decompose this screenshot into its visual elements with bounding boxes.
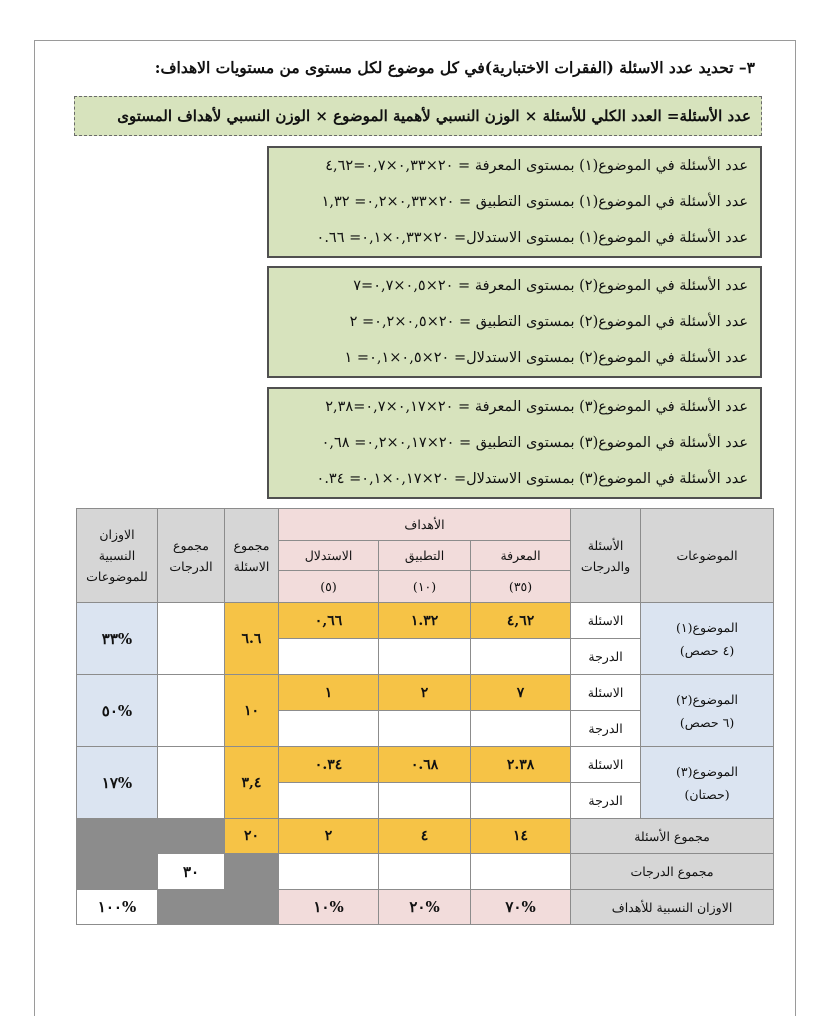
topic-1-weight: %٣٣: [77, 603, 158, 675]
formula-bar: عدد الأسئلة= العدد الكلي للأسئلة × الوزن النسبي لأهمية الموضوع × الوزن النسبي لأهداف المستوى: [74, 96, 762, 136]
specification-table: [76, 508, 774, 925]
topic-2-cell: الموضوع(٢) (٦ حصص): [641, 675, 774, 747]
empty-dark-cell: [77, 819, 158, 854]
topic-2-knowledge-grade: [471, 711, 571, 747]
topic-2-knowledge: ٧: [471, 675, 571, 711]
empty-dark-cell: [158, 819, 225, 854]
sum-grades-reasoning: [279, 854, 379, 890]
calc-line: عدد الأسئلة في الموضوع(٣) بمستوى الاستدلال= ٢٠×٠,١٧×٠,١= ٠.٣٤: [316, 471, 748, 487]
row-label-questions: الاسئلة: [571, 675, 641, 711]
objectives-header: الأهداف: [279, 509, 571, 541]
topic-3-reasoning-grade: [279, 783, 379, 819]
reasoning-header: الاستدلال: [279, 541, 379, 571]
sum-questions-reasoning: ٢: [279, 819, 379, 854]
calc-line: عدد الأسئلة في الموضوع(٢) بمستوى الاستدلال= ٢٠×٠,٥×٠,١= ١: [344, 350, 748, 366]
row-label-questions: الاسئلة: [571, 603, 641, 639]
row-label-grade: الدرجة: [571, 639, 641, 675]
topic-2-calc-box: [267, 266, 762, 378]
row-label-grade: الدرجة: [571, 783, 641, 819]
sum-grades-label: مجموع الدرجات: [571, 854, 774, 890]
topic-2-total: ١٠: [225, 675, 279, 747]
sum-grades-knowledge: [471, 854, 571, 890]
empty-dark-cell: [225, 854, 279, 890]
topic-2-weight: %٥٠: [77, 675, 158, 747]
topic-2-reasoning-grade: [279, 711, 379, 747]
knowledge-weight: (٣٥): [471, 571, 571, 603]
topic-2-application: ٢: [379, 675, 471, 711]
topic-1-reasoning: ٠,٦٦: [279, 603, 379, 639]
topic-3-application-grade: [379, 783, 471, 819]
topic-3-grades-total: [158, 747, 225, 819]
topic-3-knowledge: ٢.٣٨: [471, 747, 571, 783]
topic-3-total: ٣,٤: [225, 747, 279, 819]
weight-knowledge: %٧٠: [471, 890, 571, 925]
topic-2-grades-total: [158, 675, 225, 747]
sum-grades-total: ٣٠: [158, 854, 225, 890]
row-label-grade: الدرجة: [571, 711, 641, 747]
weight-reasoning: %١٠: [279, 890, 379, 925]
sum-grades-application: [379, 854, 471, 890]
topic-3-weight: %١٧: [77, 747, 158, 819]
topics-header: الموضوعات: [641, 509, 774, 603]
sum-questions-application: ٤: [379, 819, 471, 854]
reasoning-weight: (٥): [279, 571, 379, 603]
calc-line: عدد الأسئلة في الموضوع(٢) بمستوى المعرفة = ٢٠×٠,٥×٠,٧=٧: [353, 278, 748, 294]
topic-weights-header: الاوزان النسبية للموضوعات: [77, 509, 158, 603]
application-header: التطبيق: [379, 541, 471, 571]
calc-line: عدد الأسئلة في الموضوع(١) بمستوى التطبيق = ٢٠×٠,٣٣×٠,٢= ١,٣٢: [321, 194, 748, 210]
topic-1-reasoning-grade: [279, 639, 379, 675]
topic-3-calc-box: [267, 387, 762, 499]
topic-3-cell: الموضوع(٣) (حصتان): [641, 747, 774, 819]
topic-1-grades-total: [158, 603, 225, 675]
topic-3-knowledge-grade: [471, 783, 571, 819]
total-grades-header: مجموع الدرجات: [158, 509, 225, 603]
total-questions-header: مجموع الاسئلة: [225, 509, 279, 603]
topic-2-application-grade: [379, 711, 471, 747]
calc-line: عدد الأسئلة في الموضوع(١) بمستوى المعرفة = ٢٠×٠,٣٣×٠,٧=٤,٦٢: [325, 158, 748, 174]
questions-grades-header: الأسئلة والدرجات: [571, 509, 641, 603]
sum-questions-knowledge: ١٤: [471, 819, 571, 854]
topic-3-application: ٠.٦٨: [379, 747, 471, 783]
application-weight: (١٠): [379, 571, 471, 603]
topic-1-knowledge-grade: [471, 639, 571, 675]
topic-1-application-grade: [379, 639, 471, 675]
sum-questions-label: مجموع الأسئلة: [571, 819, 774, 854]
topic-1-application: ١.٣٢: [379, 603, 471, 639]
calc-line: عدد الأسئلة في الموضوع(٣) بمستوى التطبيق = ٢٠×٠,١٧×٠,٢= ٠,٦٨: [321, 435, 748, 451]
calc-line: عدد الأسئلة في الموضوع(٢) بمستوى التطبيق = ٢٠×٠,٥×٠,٢= ٢: [349, 314, 748, 330]
calc-line: عدد الأسئلة في الموضوع(٣) بمستوى المعرفة = ٢٠×٠,١٧×٠,٧=٢,٣٨: [325, 399, 748, 415]
topic-3-reasoning: ٠.٣٤: [279, 747, 379, 783]
topic-1-calc-box: [267, 146, 762, 258]
topic-2-reasoning: ١: [279, 675, 379, 711]
topic-1-cell: الموضوع(١) (٤ حصص): [641, 603, 774, 675]
knowledge-header: المعرفة: [471, 541, 571, 571]
empty-dark-cell: [225, 890, 279, 925]
calc-line: عدد الأسئلة في الموضوع(١) بمستوى الاستدلال= ٢٠×٠,٣٣×٠,١= ٠.٦٦: [316, 230, 748, 246]
empty-dark-cell: [77, 854, 158, 890]
topic-1-knowledge: ٤,٦٢: [471, 603, 571, 639]
weights-total: %١٠٠: [77, 890, 158, 925]
sum-questions-total: ٢٠: [225, 819, 279, 854]
weights-label: الاوزان النسبية للأهداف: [571, 890, 774, 925]
row-label-questions: الاسئلة: [571, 747, 641, 783]
topic-1-total: ٦.٦: [225, 603, 279, 675]
section-heading: ٣– تحديد عدد الاسئلة (الفقرات الاختبارية)في كل موضوع لكل مستوى من مستويات الاهداف:: [154, 58, 755, 77]
weight-application: %٢٠: [379, 890, 471, 925]
empty-dark-cell: [158, 890, 225, 925]
